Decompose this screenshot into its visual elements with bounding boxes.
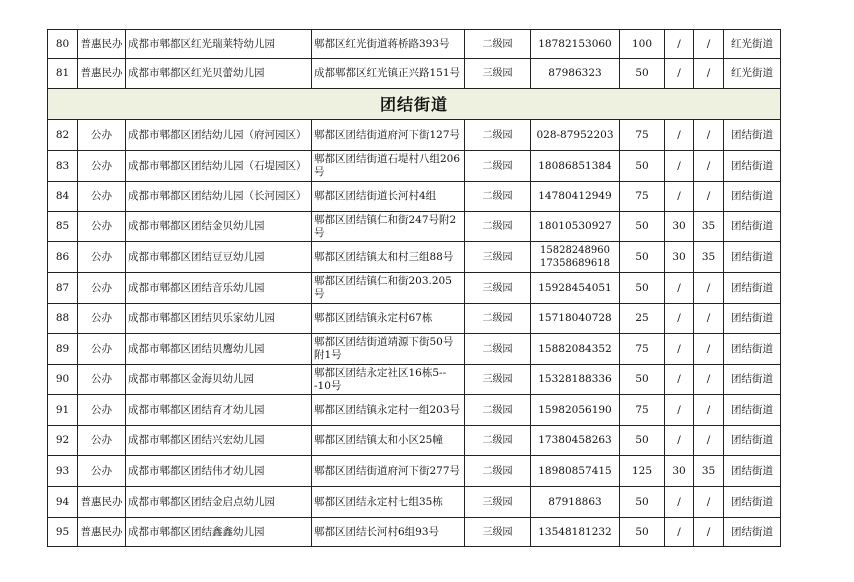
cell-c1: 75 <box>620 120 665 151</box>
cell-grade: 二级园 <box>465 395 531 426</box>
cell-name: 成都市郫都区团结音乐幼儿园 <box>126 273 312 304</box>
table-body <box>48 30 781 547</box>
cell-c2: / <box>665 487 694 518</box>
cell-addr: 郫都区团结永定社区16栋5---10号 <box>312 365 465 395</box>
cell-c2: / <box>665 395 694 426</box>
cell-c3: 35 <box>694 212 724 242</box>
cell-type: 公办 <box>78 120 126 151</box>
cell-phone: 15828248960 17358689618 <box>531 242 620 273</box>
cell-c1: 50 <box>620 242 665 273</box>
cell-name: 成都市郫都区团结金启点幼儿园 <box>126 487 312 518</box>
table-row <box>48 365 781 395</box>
cell-addr: 郫都区团结镇仁和街203.205号 <box>312 273 465 304</box>
cell-phone: 18010530927 <box>531 212 620 242</box>
cell-c1: 75 <box>620 395 665 426</box>
cell-street: 团结街道 <box>724 182 781 212</box>
cell-c3: / <box>694 273 724 304</box>
section-row <box>48 89 781 120</box>
cell-type: 公办 <box>78 426 126 456</box>
cell-c1: 50 <box>620 426 665 456</box>
cell-no: 91 <box>48 395 78 426</box>
cell-name: 成都市郫都区团结贝鹰幼儿园 <box>126 334 312 365</box>
cell-name: 成都市郫都区团结兴宏幼儿园 <box>126 426 312 456</box>
cell-grade: 三级园 <box>465 59 531 89</box>
cell-name: 成都市郫都区团结豆豆幼儿园 <box>126 242 312 273</box>
kindergarten-table <box>47 29 781 547</box>
cell-phone: 14780412949 <box>531 182 620 212</box>
cell-grade: 三级园 <box>465 242 531 273</box>
cell-street: 团结街道 <box>724 426 781 456</box>
table-row <box>48 426 781 456</box>
cell-addr: 郫都区团结街道靖源下街50号附1号 <box>312 334 465 365</box>
cell-grade: 二级园 <box>465 30 531 59</box>
cell-name: 成都市郫都区团结幼儿园（长河园区） <box>126 182 312 212</box>
cell-grade: 二级园 <box>465 334 531 365</box>
cell-street: 团结街道 <box>724 212 781 242</box>
cell-grade: 二级园 <box>465 212 531 242</box>
cell-type: 公办 <box>78 182 126 212</box>
cell-c1: 100 <box>620 30 665 59</box>
table-row <box>48 487 781 518</box>
cell-grade: 二级园 <box>465 304 531 334</box>
cell-type: 公办 <box>78 151 126 182</box>
cell-c1: 50 <box>620 151 665 182</box>
cell-name: 成都市郫都区团结贝乐家幼儿园 <box>126 304 312 334</box>
cell-c2: / <box>665 30 694 59</box>
cell-type: 普惠民办 <box>78 30 126 59</box>
cell-c3: / <box>694 487 724 518</box>
cell-street: 团结街道 <box>724 151 781 182</box>
cell-name: 成都市郫都区团结育才幼儿园 <box>126 395 312 426</box>
table-row <box>48 456 781 487</box>
cell-name: 成都市郫都区团结伟才幼儿园 <box>126 456 312 487</box>
cell-phone: 15328188336 <box>531 365 620 395</box>
cell-name: 成都市郫都区团结幼儿园（府河园区） <box>126 120 312 151</box>
table-row <box>48 518 781 547</box>
cell-addr: 郫都区团结镇永定村67栋 <box>312 304 465 334</box>
cell-street: 团结街道 <box>724 304 781 334</box>
cell-name: 成都市郫都区团结幼儿园（石堤园区） <box>126 151 312 182</box>
cell-grade: 二级园 <box>465 456 531 487</box>
cell-addr: 郫都区团结镇仁和街247号附2号 <box>312 212 465 242</box>
cell-street: 红光街道 <box>724 59 781 89</box>
cell-c1: 125 <box>620 456 665 487</box>
cell-no: 85 <box>48 212 78 242</box>
cell-c2: 30 <box>665 242 694 273</box>
table-row <box>48 30 781 59</box>
cell-type: 公办 <box>78 334 126 365</box>
cell-street: 团结街道 <box>724 273 781 304</box>
section-title: 团结街道 <box>48 89 781 120</box>
cell-c1: 50 <box>620 59 665 89</box>
cell-no: 93 <box>48 456 78 487</box>
cell-grade: 三级园 <box>465 487 531 518</box>
cell-c2: / <box>665 59 694 89</box>
cell-name: 成都市郫都区金海贝幼儿园 <box>126 365 312 395</box>
cell-phone: 87986323 <box>531 59 620 89</box>
cell-addr: 郫都区团结街道府河下街277号 <box>312 456 465 487</box>
cell-street: 团结街道 <box>724 487 781 518</box>
table-row <box>48 395 781 426</box>
cell-c2: / <box>665 334 694 365</box>
cell-no: 92 <box>48 426 78 456</box>
cell-c1: 50 <box>620 273 665 304</box>
cell-no: 84 <box>48 182 78 212</box>
cell-grade: 二级园 <box>465 151 531 182</box>
cell-c3: / <box>694 30 724 59</box>
cell-c2: / <box>665 120 694 151</box>
cell-phone: 18086851384 <box>531 151 620 182</box>
cell-c3: / <box>694 395 724 426</box>
cell-no: 83 <box>48 151 78 182</box>
cell-street: 团结街道 <box>724 120 781 151</box>
table-row <box>48 59 781 89</box>
cell-type: 公办 <box>78 456 126 487</box>
cell-no: 86 <box>48 242 78 273</box>
cell-c3: / <box>694 518 724 547</box>
cell-phone: 028-87952203 <box>531 120 620 151</box>
cell-grade: 二级园 <box>465 426 531 456</box>
cell-phone: 87918863 <box>531 487 620 518</box>
table-row <box>48 182 781 212</box>
cell-addr: 郫都区团结镇太和村三组88号 <box>312 242 465 273</box>
table-row <box>48 212 781 242</box>
cell-grade: 三级园 <box>465 273 531 304</box>
cell-street: 团结街道 <box>724 365 781 395</box>
cell-c2: / <box>665 426 694 456</box>
table-row <box>48 120 781 151</box>
cell-addr: 郫都区团结长河村6组93号 <box>312 518 465 547</box>
cell-c2: / <box>665 304 694 334</box>
cell-phone: 15928454051 <box>531 273 620 304</box>
cell-c3: / <box>694 182 724 212</box>
cell-c3: / <box>694 304 724 334</box>
cell-name: 成都市郫都区团结鑫鑫幼儿园 <box>126 518 312 547</box>
cell-no: 89 <box>48 334 78 365</box>
cell-no: 94 <box>48 487 78 518</box>
cell-street: 团结街道 <box>724 334 781 365</box>
cell-c3: / <box>694 151 724 182</box>
cell-street: 团结街道 <box>724 242 781 273</box>
cell-grade: 三级园 <box>465 518 531 547</box>
cell-c3: / <box>694 334 724 365</box>
cell-name: 成都市郫都区红光贝蕾幼儿园 <box>126 59 312 89</box>
cell-c3: / <box>694 426 724 456</box>
cell-phone: 13548181232 <box>531 518 620 547</box>
cell-addr: 郫都区团结永定村七组35栋 <box>312 487 465 518</box>
cell-c2: 30 <box>665 456 694 487</box>
cell-grade: 二级园 <box>465 182 531 212</box>
cell-c3: / <box>694 120 724 151</box>
table-row <box>48 151 781 182</box>
cell-c1: 75 <box>620 182 665 212</box>
cell-addr: 郫都区团结街道府河下街127号 <box>312 120 465 151</box>
cell-no: 80 <box>48 30 78 59</box>
cell-no: 81 <box>48 59 78 89</box>
cell-grade: 二级园 <box>465 120 531 151</box>
cell-no: 90 <box>48 365 78 395</box>
cell-type: 普惠民办 <box>78 487 126 518</box>
cell-addr: 郫都区红光街道蒋桥路393号 <box>312 30 465 59</box>
cell-no: 87 <box>48 273 78 304</box>
cell-type: 普惠民办 <box>78 59 126 89</box>
cell-phone: 15718040728 <box>531 304 620 334</box>
cell-c1: 50 <box>620 518 665 547</box>
cell-name: 成都市郫都区团结金贝幼儿园 <box>126 212 312 242</box>
cell-addr: 郫都区团结镇太和小区25幢 <box>312 426 465 456</box>
cell-c2: / <box>665 518 694 547</box>
cell-c2: / <box>665 182 694 212</box>
cell-type: 公办 <box>78 395 126 426</box>
cell-phone: 15982056190 <box>531 395 620 426</box>
cell-street: 团结街道 <box>724 456 781 487</box>
cell-c3: 35 <box>694 242 724 273</box>
cell-phone: 17380458263 <box>531 426 620 456</box>
cell-c3: / <box>694 365 724 395</box>
cell-addr: 郫都区团结街道长河村4组 <box>312 182 465 212</box>
table-row <box>48 304 781 334</box>
cell-c1: 50 <box>620 487 665 518</box>
cell-addr: 成都郫都区红光镇正兴路151号 <box>312 59 465 89</box>
cell-phone: 18782153060 <box>531 30 620 59</box>
cell-c2: 30 <box>665 212 694 242</box>
cell-type: 普惠民办 <box>78 518 126 547</box>
cell-phone: 18980857415 <box>531 456 620 487</box>
cell-addr: 郫都区团结街道石堤村八组206号 <box>312 151 465 182</box>
cell-type: 公办 <box>78 273 126 304</box>
cell-street: 团结街道 <box>724 395 781 426</box>
cell-c1: 50 <box>620 365 665 395</box>
cell-addr: 郫都区团结镇永定村一组203号 <box>312 395 465 426</box>
cell-no: 95 <box>48 518 78 547</box>
cell-c2: / <box>665 273 694 304</box>
cell-c3: 35 <box>694 456 724 487</box>
table-row <box>48 242 781 273</box>
cell-type: 公办 <box>78 242 126 273</box>
cell-type: 公办 <box>78 304 126 334</box>
cell-c2: / <box>665 365 694 395</box>
cell-c3: / <box>694 59 724 89</box>
cell-street: 红光街道 <box>724 30 781 59</box>
cell-name: 成都市郫都区红光瑞莱特幼儿园 <box>126 30 312 59</box>
cell-c1: 75 <box>620 334 665 365</box>
cell-c1: 25 <box>620 304 665 334</box>
cell-no: 82 <box>48 120 78 151</box>
cell-type: 公办 <box>78 365 126 395</box>
cell-street: 团结街道 <box>724 518 781 547</box>
table-row <box>48 273 781 304</box>
cell-type: 公办 <box>78 212 126 242</box>
cell-c2: / <box>665 151 694 182</box>
cell-no: 88 <box>48 304 78 334</box>
cell-grade: 三级园 <box>465 365 531 395</box>
cell-c1: 50 <box>620 212 665 242</box>
cell-phone: 15882084352 <box>531 334 620 365</box>
table-row <box>48 334 781 365</box>
